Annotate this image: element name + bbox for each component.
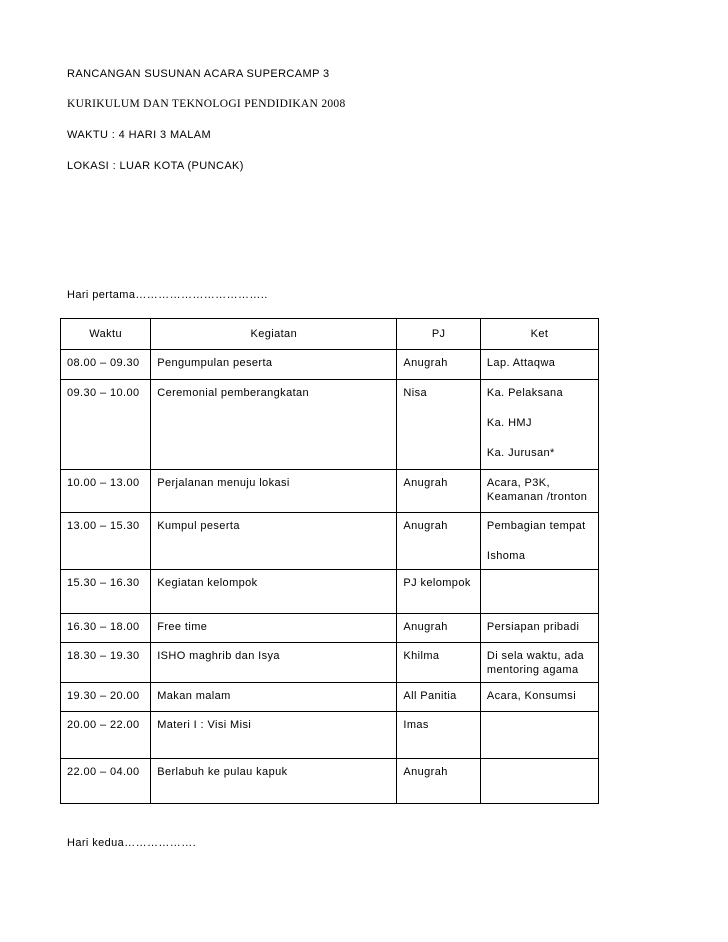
ket-cell	[480, 513, 598, 570]
table-row	[61, 350, 599, 380]
pj-cell: Anugrah	[397, 759, 481, 804]
kegiatan-cell: Pengumpulan peserta	[151, 350, 397, 380]
header-kegiatan: Kegiatan	[151, 319, 397, 350]
kegiatan-cell: Free time	[151, 614, 397, 643]
ket-cell	[480, 380, 598, 470]
waktu-cell: 08.00 – 09.30	[61, 350, 151, 380]
document-subtitle: KURIKULUM DAN TEKNOLOGI PENDIDIKAN 2008	[67, 98, 346, 110]
table-row	[61, 643, 599, 683]
ket-note: Acara, P3K, Keamanan /tronton	[486, 477, 588, 503]
pj-cell: All Panitia	[397, 683, 481, 712]
ket-note: Ishoma	[486, 550, 526, 562]
waktu-cell: 19.30 – 20.00	[61, 683, 151, 712]
waktu-cell: 10.00 – 13.00	[61, 470, 151, 513]
ket-note: Ka. Jurusan*	[486, 447, 555, 459]
pj-cell: Nisa	[397, 380, 481, 470]
pj-cell: Anugrah	[397, 350, 481, 380]
table-row	[61, 570, 599, 614]
ket-note: Ka. HMJ	[486, 417, 532, 429]
header-waktu: Waktu	[61, 319, 151, 350]
kegiatan-cell: Berlabuh ke pulau kapuk	[151, 759, 397, 804]
kegiatan-cell: Perjalanan menuju lokasi	[151, 470, 397, 513]
schedule-table	[60, 318, 599, 804]
table-row	[61, 380, 599, 470]
pj-cell: Anugrah	[397, 513, 481, 570]
ket-note: Acara, Konsumsi	[486, 690, 577, 702]
kegiatan-cell: ISHO maghrib dan Isya	[151, 643, 397, 683]
table-row	[61, 470, 599, 513]
ket-note: Pembagian tempat	[486, 520, 586, 532]
header-pj: PJ	[397, 319, 481, 350]
ket-cell	[480, 570, 598, 614]
ket-cell	[480, 350, 598, 380]
pj-cell: PJ kelompok	[397, 570, 481, 614]
kegiatan-cell: Ceremonial pemberangkatan	[151, 380, 397, 470]
waktu-cell: 13.00 – 15.30	[61, 513, 151, 570]
kegiatan-cell: Makan malam	[151, 683, 397, 712]
pj-cell: Khilma	[397, 643, 481, 683]
ket-note: Di sela waktu, ada mentoring agama	[486, 650, 584, 676]
table-row	[61, 759, 599, 804]
ket-cell	[480, 614, 598, 643]
pj-cell: Anugrah	[397, 614, 481, 643]
table-row	[61, 683, 599, 712]
waktu-cell: 18.30 – 19.30	[61, 643, 151, 683]
document-title: RANCANGAN SUSUNAN ACARA SUPERCAMP 3	[67, 68, 330, 80]
kegiatan-cell: Materi I : Visi Misi	[151, 712, 397, 759]
table-row	[61, 513, 599, 570]
day-one-label: Hari pertama……………………………..	[67, 289, 268, 301]
table-header-row	[61, 319, 599, 350]
header-ket: Ket	[480, 319, 598, 350]
waktu-cell: 20.00 – 22.00	[61, 712, 151, 759]
ket-note: Ka. Pelaksana	[486, 387, 564, 399]
ket-cell	[480, 470, 598, 513]
ket-cell	[480, 712, 598, 759]
waktu-cell: 16.30 – 18.00	[61, 614, 151, 643]
ket-note: Lap. Attaqwa	[486, 357, 556, 369]
table-row	[61, 614, 599, 643]
ket-cell	[480, 683, 598, 712]
pj-cell: Anugrah	[397, 470, 481, 513]
pj-cell: Imas	[397, 712, 481, 759]
waktu-cell: 22.00 – 04.00	[61, 759, 151, 804]
location-line: LOKASI : LUAR KOTA (PUNCAK)	[67, 160, 244, 172]
ket-cell	[480, 643, 598, 683]
waktu-cell: 15.30 – 16.30	[61, 570, 151, 614]
duration-line: WAKTU : 4 HARI 3 MALAM	[67, 129, 212, 141]
table-row	[61, 712, 599, 759]
waktu-cell: 09.30 – 10.00	[61, 380, 151, 470]
ket-note: Persiapan pribadi	[486, 621, 580, 633]
day-two-label: Hari kedua……………….	[67, 837, 197, 849]
kegiatan-cell: Kumpul peserta	[151, 513, 397, 570]
kegiatan-cell: Kegiatan kelompok	[151, 570, 397, 614]
ket-cell	[480, 759, 598, 804]
